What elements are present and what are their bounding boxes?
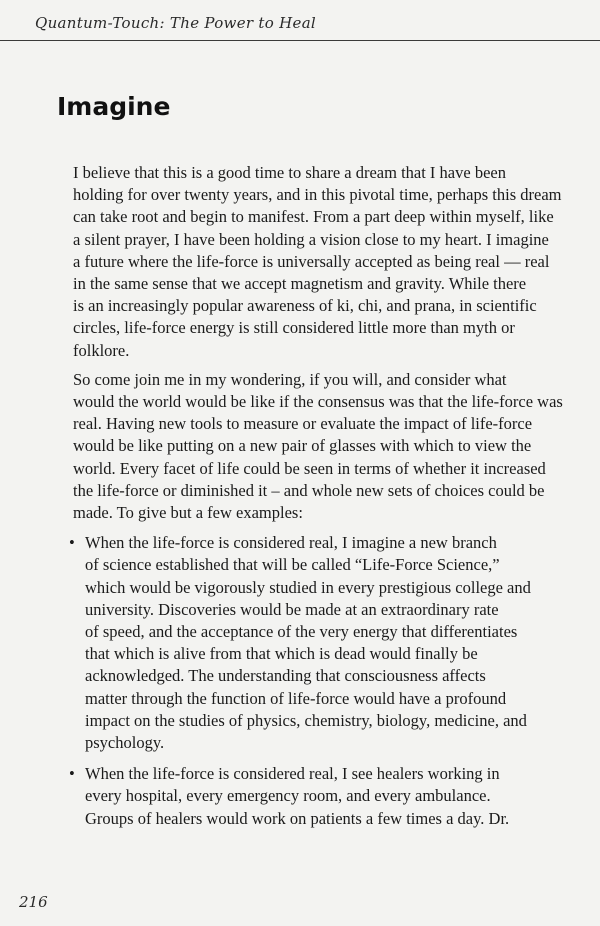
text-line: made. To give but a few examples: (73, 503, 303, 523)
text-line: in the same sense that we accept magnetism and gravity. While there (73, 274, 527, 294)
text-line: I believe that this is a good time to share a dream that I have been (73, 163, 506, 182)
text-line: matter through the function of life-force would have a profound (85, 688, 507, 708)
text-line: Groups of healers would work on patients a few times a day. Dr. (85, 808, 510, 828)
text-line: impact on the studies of physics, chemistry, biology, medicine, and (85, 710, 527, 730)
text-line: When the life-force is considered real, I imagine a new branch (85, 533, 497, 553)
paragraph-2 (57, 369, 562, 524)
text-line: acknowledged. The understanding that consciousness affects (85, 666, 486, 686)
paragraph-1 (57, 162, 562, 362)
text-line: of speed, and the acceptance of the very energy that differentiates (85, 622, 518, 642)
text-line: every hospital, every emergency room, and every ambulance. (85, 786, 491, 806)
text-line: folklore. (73, 340, 130, 360)
text-line: which would be vigorously studied in every prestigious college and (85, 577, 531, 597)
text-line: that which is alive from that which is dead would finally be (85, 644, 478, 664)
text-line: would be like putting on a new pair of glasses with which to view the (73, 436, 532, 456)
page-number: 216 (19, 893, 48, 911)
text-line: of science established that will be called “Life-Force Science,” (85, 555, 500, 575)
text-line: circles, life-force energy is still considered little more than myth or (73, 318, 515, 338)
text-line: can take root and begin to manifest. From a part deep within myself, like (73, 207, 554, 227)
text-line: world. Every facet of life could be seen in terms of whether it increased (73, 458, 546, 478)
bullet-icon: • (69, 764, 75, 784)
running-header: Quantum-Touch: The Power to Heal (35, 14, 317, 32)
text-line: university. Discoveries would be made at an extraordinary rate (85, 599, 499, 619)
header-rule (0, 40, 600, 41)
text-line: real. Having new tools to measure or evaluate the impact of life-force (73, 414, 533, 434)
bullet-list (57, 532, 562, 830)
text-line: would the world would be like if the consensus was that the life-force was (73, 392, 563, 412)
text-line: psychology. (85, 733, 165, 753)
body-text (57, 162, 562, 839)
text-line: a silent prayer, I have been holding a vision close to my heart. I imagine (73, 229, 549, 249)
bullet-item (57, 532, 562, 754)
text-line: the life-force or diminished it – and whole new sets of choices could be (73, 480, 545, 500)
text-line: holding for over twenty years, and in this pivotal time, perhaps this dream (73, 185, 562, 205)
bullet-item (57, 763, 562, 830)
bullet-icon: • (69, 533, 75, 553)
text-line: is an increasingly popular awareness of ki, chi, and prana, in scientific (73, 296, 537, 316)
text-line: When the life-force is considered real, I see healers working in (85, 764, 500, 784)
text-line: So come join me in my wondering, if you will, and consider what (73, 369, 507, 389)
chapter-title: Imagine (57, 92, 171, 121)
text-line: a future where the life-force is universally accepted as being real — real (73, 251, 550, 271)
